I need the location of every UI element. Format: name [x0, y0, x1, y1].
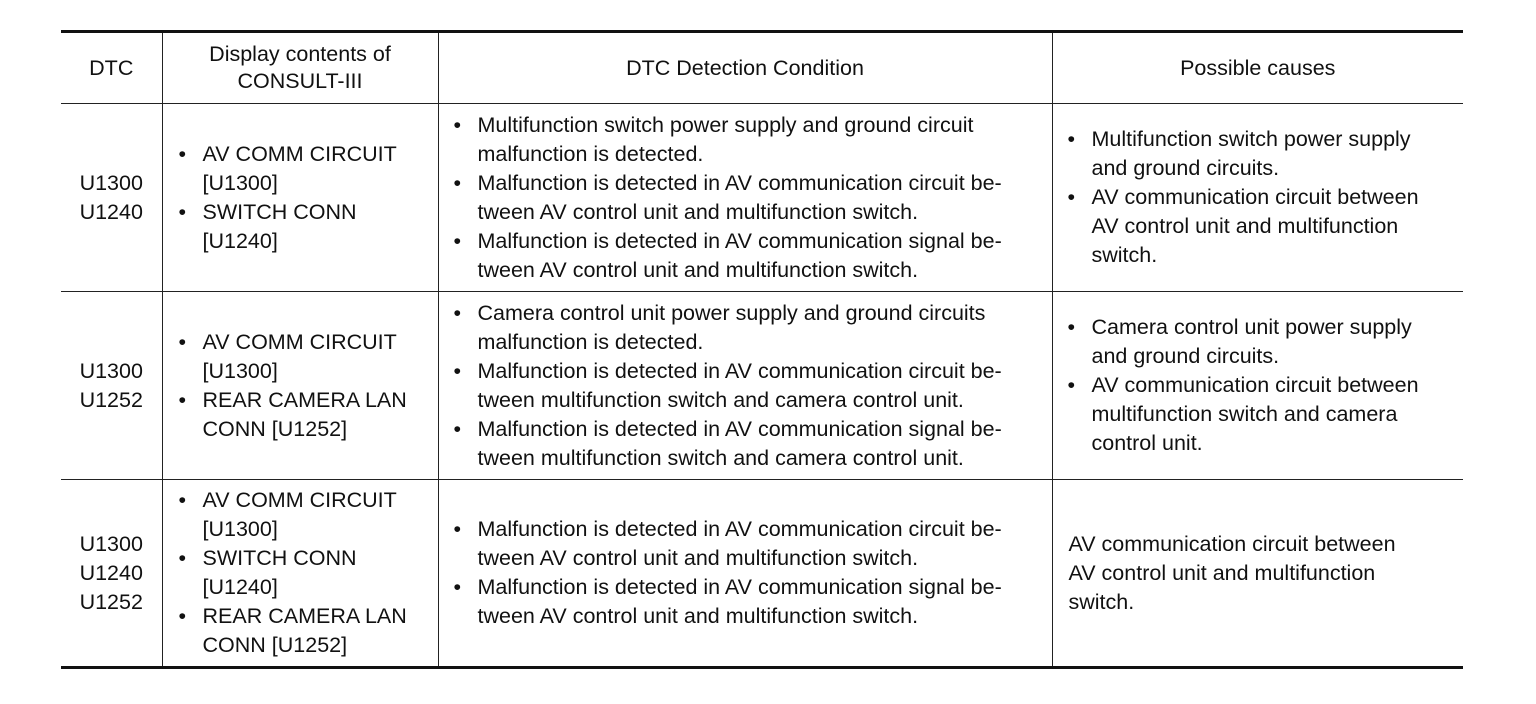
- list-item: • Malfunction is detected in AV communication circuit be- tween AV control unit and multifunction switch.: [453, 170, 1002, 224]
- bullet-icon: •: [1067, 373, 1076, 397]
- dtc-code: U1252: [79, 589, 143, 614]
- dtc-code: U1240: [79, 560, 143, 585]
- header-detection-condition: DTC Detection Condition: [438, 32, 1052, 104]
- header-dtc: DTC: [61, 32, 162, 104]
- possible-causes-cell: [1052, 292, 1463, 480]
- dtc-code: U1252: [79, 387, 143, 412]
- bullet-icon: •: [453, 300, 462, 325]
- bullet-icon: •: [1067, 315, 1076, 339]
- display-contents-cell: [162, 480, 438, 668]
- bullet-icon: •: [178, 329, 187, 354]
- header-possible-causes: Possible causes: [1052, 32, 1463, 104]
- bullet-icon: •: [178, 604, 187, 628]
- header-display-contents: Display contents of CONSULT-III: [162, 32, 438, 104]
- list-item: • Malfunction is detected in AV communication signal be- tween AV control unit and multifunction switch.: [453, 228, 1002, 282]
- bullet-icon: •: [453, 416, 462, 441]
- detection-condition-cell: [438, 480, 1052, 668]
- table-row: [61, 480, 1463, 668]
- list-item: • Multifunction switch power supply and ground circuits.: [1067, 127, 1411, 180]
- display-contents-cell: [162, 104, 438, 292]
- bullet-icon: •: [178, 546, 187, 570]
- header-row: [61, 32, 1463, 104]
- dtc-code: U1240: [79, 199, 143, 224]
- list-item: • Camera control unit power supply and ground circuits.: [1067, 315, 1412, 368]
- display-contents-cell: [162, 292, 438, 480]
- detection-condition-cell: [438, 104, 1052, 292]
- table-row: [61, 104, 1463, 292]
- possible-causes-cell: AV communication circuit between AV control unit and multifunction switch.: [1052, 480, 1463, 668]
- list-item: • Multifunction switch power supply and ground circuit malfunction is detected.: [453, 112, 974, 166]
- dtc-code: U1300: [79, 170, 143, 195]
- bullet-icon: •: [453, 228, 462, 253]
- list-item: • AV COMM CIRCUIT [U1300]: [178, 141, 397, 195]
- bullet-icon: •: [1067, 127, 1076, 151]
- dtc-code: U1300: [79, 358, 143, 383]
- list-item: • REAR CAMERA LAN CONN [U1252]: [178, 604, 407, 657]
- bullet-icon: •: [453, 112, 462, 137]
- bullet-icon: •: [453, 517, 462, 541]
- bullet-icon: •: [453, 575, 462, 599]
- list-item: • AV communication circuit between AV control unit and multifunction switch.: [1067, 185, 1419, 267]
- bullet-icon: •: [178, 141, 187, 166]
- detection-condition-cell: [438, 292, 1052, 480]
- list-item: • Malfunction is detected in AV communication circuit be- tween AV control unit and multifunction switch.: [453, 517, 1002, 570]
- bullet-icon: •: [453, 170, 462, 195]
- list-item: • SWITCH CONN [U1240]: [178, 199, 357, 253]
- dtc-cell: [61, 480, 162, 668]
- dtc-table: [61, 30, 1463, 669]
- bullet-icon: •: [178, 488, 187, 512]
- list-item: • Malfunction is detected in AV communication signal be- tween AV control unit and multifunction switch.: [453, 575, 1002, 628]
- bullet-icon: •: [1067, 185, 1076, 209]
- list-item: • SWITCH CONN [U1240]: [178, 546, 357, 599]
- bullet-icon: •: [178, 199, 187, 224]
- list-item: • AV COMM CIRCUIT [U1300]: [178, 329, 397, 383]
- list-item: • AV communication circuit between multifunction switch and camera control unit.: [1067, 373, 1419, 455]
- bullet-icon: •: [453, 358, 462, 383]
- dtc-cell: [61, 104, 162, 292]
- list-item: • Malfunction is detected in AV communication signal be- tween multifunction switch and camera control unit.: [453, 416, 1002, 470]
- dtc-code: U1300: [79, 531, 143, 556]
- list-item: • REAR CAMERA LAN CONN [U1252]: [178, 387, 407, 441]
- dtc-cell: [61, 292, 162, 480]
- list-item: • AV COMM CIRCUIT [U1300]: [178, 488, 397, 541]
- bullet-icon: •: [178, 387, 187, 412]
- table-row: [61, 292, 1463, 480]
- list-item: • Camera control unit power supply and ground circuits malfunction is detected.: [453, 300, 986, 354]
- list-item: • Malfunction is detected in AV communication circuit be- tween multifunction switch and camera control unit.: [453, 358, 1002, 412]
- possible-causes-cell: [1052, 104, 1463, 292]
